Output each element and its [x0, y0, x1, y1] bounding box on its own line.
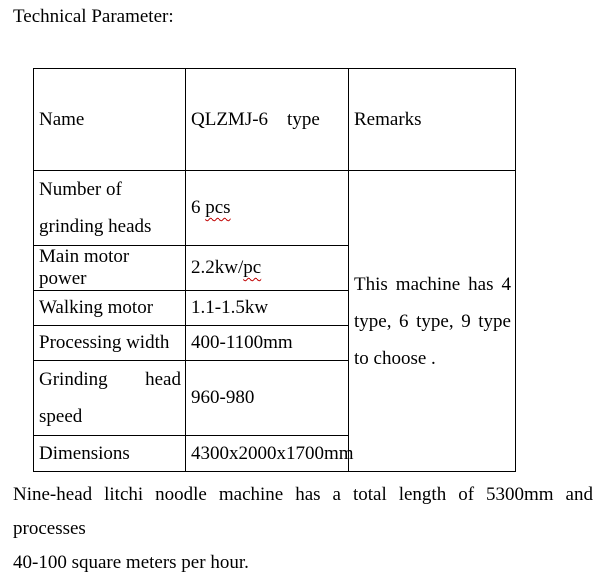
param-label-cell — [34, 361, 186, 436]
description-line: 40-100 square meters per hour. — [13, 552, 249, 573]
param-value-text: 6 — [191, 197, 206, 218]
misspelled-word: pcs — [205, 197, 231, 218]
description-paragraph — [13, 478, 593, 580]
header-cell-type: QLZMJ-6 type — [186, 69, 349, 171]
param-value-text: 2.2kw/ — [191, 257, 244, 278]
header-cell-remarks: Remarks — [349, 69, 516, 171]
misspelled-word: pc — [243, 257, 262, 278]
param-label-cell: Dimensions — [34, 436, 186, 472]
technical-parameter-table — [33, 68, 516, 472]
remarks-cell — [349, 171, 516, 472]
page-title: Technical Parameter: — [13, 6, 174, 27]
param-label-cell: Processing width — [34, 326, 186, 361]
param-label-line: Number of — [39, 179, 122, 200]
table-header-row — [34, 69, 516, 171]
param-label-cell: Main motor power — [34, 246, 186, 291]
description-line: Nine-head litchi noodle machine has a total length of 5300mm and processes — [13, 484, 593, 539]
remarks-line: This machine has 4 — [354, 273, 511, 295]
param-value-cell — [186, 171, 349, 246]
param-label-cell: Walking motor — [34, 291, 186, 326]
param-label-line — [39, 361, 181, 398]
param-label-line: speed — [39, 406, 83, 427]
param-value-cell: 400-1100mm — [186, 326, 349, 361]
remarks-line: to choose . — [354, 347, 436, 369]
param-label-line: grinding heads — [39, 216, 152, 237]
param-value-cell: 4300x2000x1700mm — [186, 436, 349, 472]
remarks-line: type, 6 type, 9 type — [354, 310, 511, 332]
param-label-cell — [34, 171, 186, 246]
param-value-cell: 960-980 — [186, 361, 349, 436]
param-label-word: Grinding — [39, 369, 108, 390]
param-value-cell — [186, 246, 349, 291]
table-row-grinding-heads — [34, 171, 516, 246]
param-value-cell: 1.1-1.5kw — [186, 291, 349, 326]
header-cell-name: Name — [34, 69, 186, 171]
param-label-word: head — [145, 369, 181, 390]
